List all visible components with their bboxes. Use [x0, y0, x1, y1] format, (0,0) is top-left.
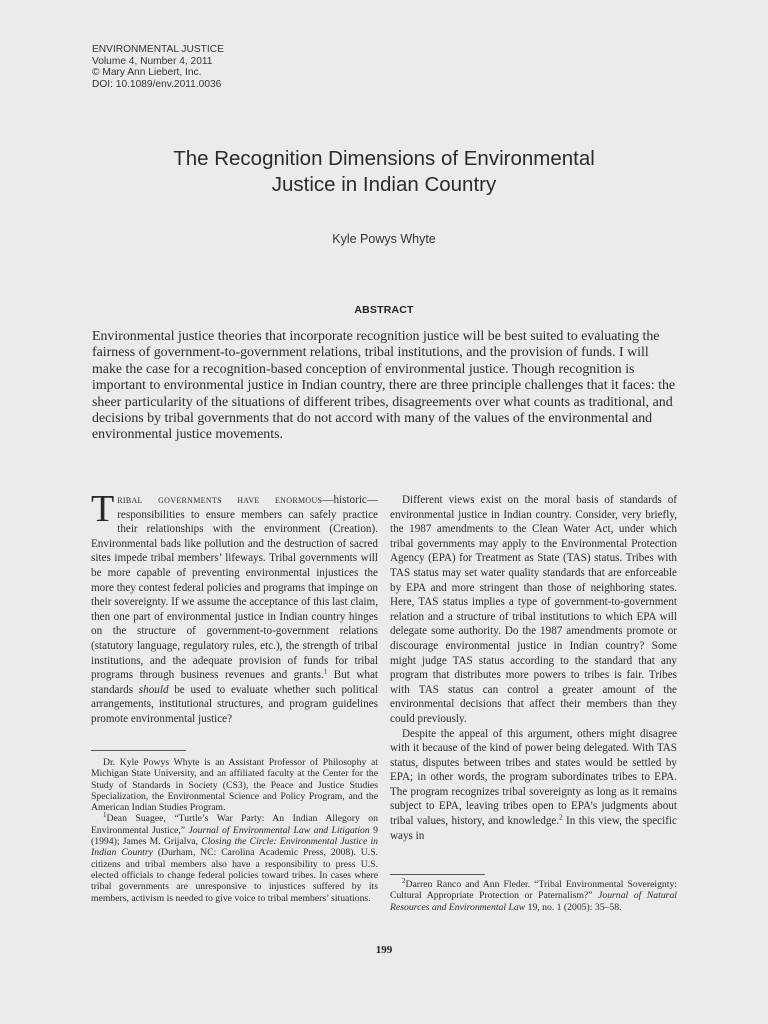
- abstract-text: Environmental justice theories that incorporate recognition justice will be best suited to evaluating the fairness of government-to-government relations, tribal institutions, and the provision of funds. I will make the case for a recognition-based conception of environmental justice. Though recognition is important to environmental justice in Indian country, there are three principle challenges that it faces: the sheer particularity of the situations of different tribes, disagreements over what counts as traditional, and decisions by tribal governments that do not accord with many of the values of the environmental and environmental justice movements.: [92, 329, 676, 443]
- title-line-1: The Recognition Dimensions of Environmental: [173, 147, 595, 170]
- footnote-text: (Durham, NC: Carolina Academic Press, 2008). U.S. citizens and tribal members also have a responsibility to press U.S. elected officials to change federal policies toward tribes. In cases where tribal governments are unresponsive to injustices suffered by its members, activism is needed to give voice to tribal members’ situations.: [91, 847, 378, 904]
- journal-info: [92, 44, 224, 90]
- footnote-book: Closing the Circle: Environmental Justice in Indian Country: [91, 836, 378, 859]
- body-column-left: [91, 488, 379, 727]
- footnote-ref-1[interactable]: 1: [323, 667, 328, 676]
- page-number: 199: [375, 944, 393, 956]
- footnote-2: [390, 876, 677, 913]
- journal-volume: Volume 4, Number 4, 2011: [92, 55, 213, 67]
- author-name: Kyle Powys Whyte: [332, 232, 436, 246]
- footnote-text: 19, no. 1 (2005): 35–58.: [525, 901, 622, 913]
- opening-smallcaps: ribal governments have enormous: [117, 494, 323, 506]
- footnote-text: Darren Ranco and Ann Fleder. “Tribal Environmental Sovereignty: Cultural Appropriate Protection or Paternalism?”: [390, 879, 677, 902]
- author-note: Dr. Kyle Powys Whyte is an Assistant Professor of Philosophy at Michigan State University, and an affiliated faculty at the Center for the Study of Standards in Society (CS3), the Peace and Justice Studies Specialization, the Environmental Science and Policy Program, and the American Indian Studies Program.: [91, 757, 378, 814]
- footnote-text: 9 (1994); James M. Grijalva,: [91, 824, 378, 848]
- body-column-right: [390, 493, 677, 843]
- footnote-text: Dean Suagee, “Turtle’s War Party: An Indian Allegory on Environmental Justice,”: [91, 813, 378, 836]
- abstract-heading: ABSTRACT: [354, 304, 414, 316]
- body-text: In this view, the specific ways in: [390, 815, 677, 842]
- footnote-ref-2[interactable]: 2: [559, 813, 563, 822]
- body-paragraph: Different views exist on the moral basis of standards of environmental justice in Indian country. Consider, very briefly, the 1987 amendments to the Clean Water Act, under which tribal governments may apply to the Environmental Protection Agency (EPA) for Treatment as State (TAS) status. Tribes with TAS status may set water quality standards that are enforceable by EPA and more stringent than those of neighboring states. Here, TAS status implies a type of government-to-government relation and a structure of tribal institutions to which EPA will delegate some authority. Do the 1987 amendments promote or discourage environmental justice in Indian country? Some might judge TAS status according to the standard that any program that distributes more powers to tribes is fair. Tribes with TAS status can control a greater amount of the environmental decisions that affect their members than they could previously.: [390, 494, 677, 725]
- journal-doi: DOI: 10.1089/env.2011.0036: [92, 78, 222, 90]
- footnote-divider: [91, 750, 186, 751]
- title-line-2: Justice in Indian Country: [271, 173, 497, 196]
- footnote-number: 1: [103, 811, 107, 820]
- article-title: [100, 146, 668, 198]
- footnote-journal: Journal of Natural Resources and Environmental Law: [390, 890, 677, 913]
- footnote-journal: Journal of Environmental Law and Litigation: [188, 824, 370, 836]
- body-text: —historic—responsibilities to ensure members can safely practice their relationships with the environment (Creation). Environmental bads like pollution and the destruction of sacred sites impede tribal members’ lifeways. Tribal governments will be more capable of preventing environmental injustices the more they contest federal policies and programs that impinge on their sovereignty. If we assume the acceptance of this last claim, then one part of environmental justice in Indian country hinges on the structure of government-to-government relations (statutory language, regulatory rules, etc.), the strength of tribal institutions, and the adequate provision of funds for tribal programs through business revenues and grants.: [91, 494, 378, 682]
- journal-name: ENVIRONMENTAL JUSTICE: [92, 44, 224, 55]
- footnote-1: [91, 813, 378, 903]
- footnote-number: 2: [402, 876, 406, 885]
- footnotes-right: [390, 876, 677, 913]
- emphasis: should: [138, 683, 169, 696]
- body-paragraph: [91, 488, 379, 727]
- body-text: But what standards: [91, 669, 379, 696]
- body-text: Despite the appeal of this argument, others might disagree with it because of the kind of power being delegated. With TAS status, disputes between tribes and states would be settled by EPA; in other words, the program subordinates tribes to EPA. The program recognizes tribal sovereignty as long as it remains subject to EPA, leaving tribes open to EPA’s judgments about tribal values, history, and knowledge.: [390, 727, 677, 828]
- footnote-divider: [390, 874, 485, 875]
- footnotes-left: [91, 757, 378, 904]
- drop-cap: T: [91, 488, 115, 530]
- journal-copyright: © Mary Ann Liebert, Inc.: [92, 67, 202, 79]
- body-paragraph: [390, 727, 677, 844]
- body-text: be used to evaluate whether such political arrangements, institutional structures, and program guidelines promote environmental justice?: [91, 683, 378, 725]
